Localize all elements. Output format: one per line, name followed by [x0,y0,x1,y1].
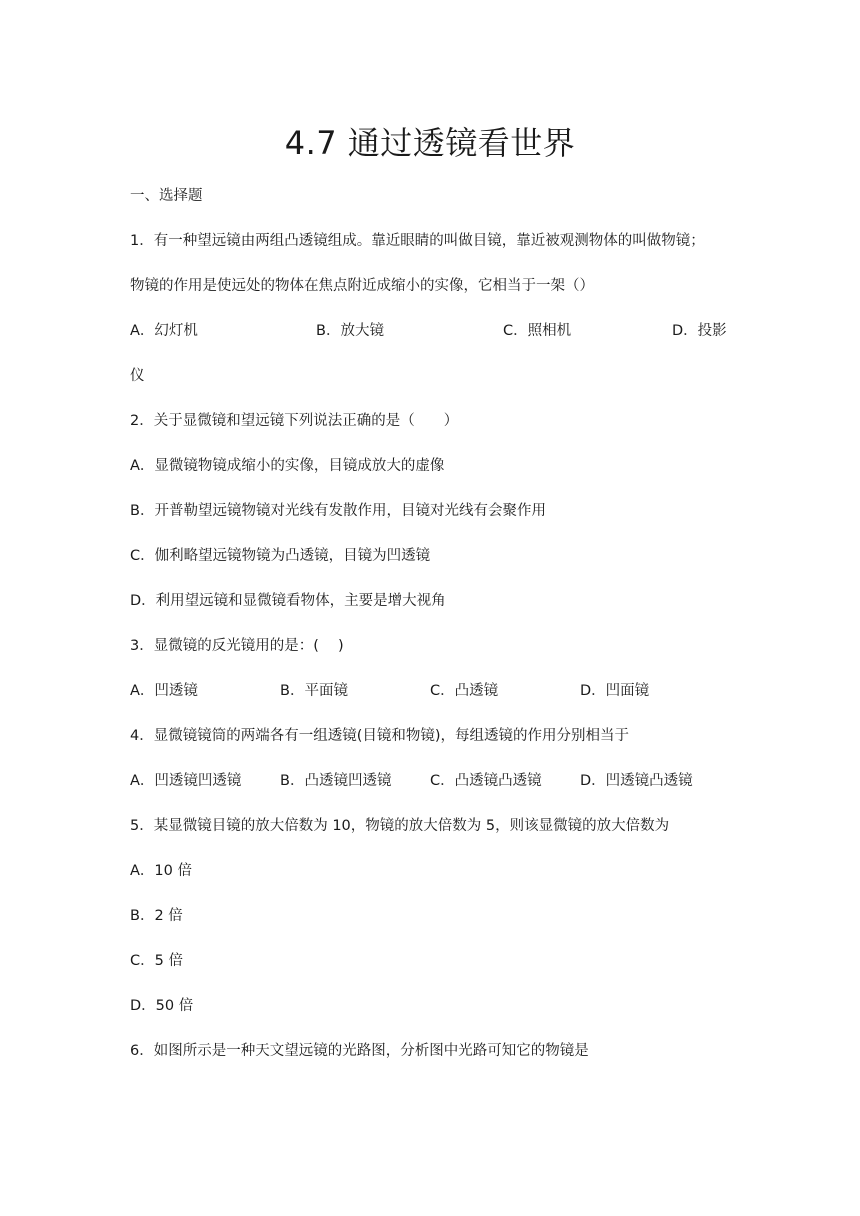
question-4-option-c: C．凸透镜凸透镜 [430,773,542,789]
question-5-option-d: D．50 倍 [130,998,194,1014]
question-3-option-c: C．凸透镜 [430,683,499,699]
question-1-option-b: B．放大镜 [316,323,384,339]
question-1-option-d-wrap: 仪 [130,368,145,384]
question-3-stem: 3．显微镜的反光镜用的是：( ) [130,638,344,654]
question-2-option-c: C．伽利略望远镜物镜为凸透镜，目镜为凹透镜 [130,548,431,564]
question-2-option-b: B．开普勒望远镜物镜对光线有发散作用，目镜对光线有会聚作用 [130,503,546,519]
question-4-option-a: A．凹透镜凹透镜 [130,773,242,789]
question-4-option-d: D．凹透镜凸透镜 [580,773,693,789]
question-3-option-b: B．平面镜 [280,683,348,699]
question-1-option-a: A．幻灯机 [130,323,198,339]
question-2-stem: 2．关于显微镜和望远镜下列说法正确的是（ ） [130,413,459,429]
question-6-stem: 6．如图所示是一种天文望远镜的光路图，分析图中光路可知它的物镜是 [130,1043,589,1059]
question-5-option-b: B．2 倍 [130,908,183,924]
question-1-stem-line-1: 1．有一种望远镜由两组凸透镜组成。靠近眼睛的叫做目镜，靠近被观测物体的叫做物镜； [130,233,705,249]
question-1-option-c: C．照相机 [503,323,572,339]
question-5-option-c: C．5 倍 [130,953,183,969]
question-1-option-d: D．投影 [672,323,727,339]
question-4-option-b: B．凸透镜凹透镜 [280,773,392,789]
page-title: 4.7 通过透镜看世界 [284,124,576,162]
question-5-option-a: A．10 倍 [130,863,192,879]
question-2-option-a: A．显微镜物镜成缩小的实像，目镜成放大的虚像 [130,458,445,474]
question-4-stem: 4．显微镜镜筒的两端各有一组透镜(目镜和物镜)，每组透镜的作用分别相当于 [130,728,630,744]
section-heading: 一、选择题 [130,188,203,204]
question-1-stem-line-2: 物镜的作用是使远处的物体在焦点附近成缩小的实像，它相当于一架（） [130,278,594,294]
question-3-option-d: D．凹面镜 [580,683,650,699]
question-5-stem: 5．某显微镜目镜的放大倍数为 10，物镜的放大倍数为 5，则该显微镜的放大倍数为 [130,818,670,834]
question-3-option-a: A．凹透镜 [130,683,198,699]
question-2-option-d: D．利用望远镜和显微镜看物体，主要是增大视角 [130,593,446,609]
